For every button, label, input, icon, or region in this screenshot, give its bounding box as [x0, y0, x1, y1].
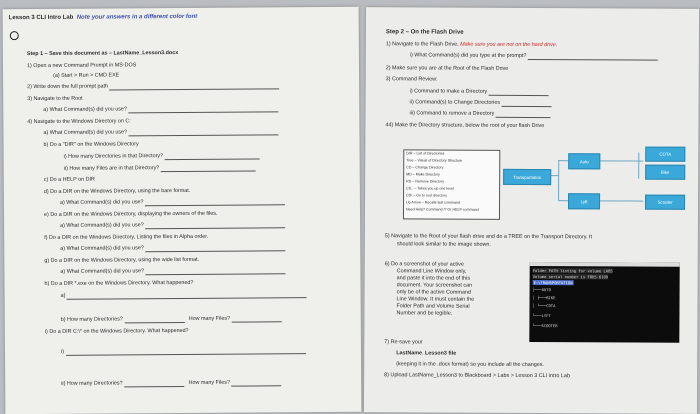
connector-line [598, 200, 643, 201]
auto-folder: Auto [568, 153, 600, 169]
step2-heading: Step 2 – On the Flash Drive [385, 29, 464, 36]
step1-item-1: 1) Open a new Command Prompt in MS-DOS [26, 62, 137, 70]
step2-item-6-line: document. Your screenshot can [396, 282, 473, 289]
step2-item-6-line: and paste it into the end of this [396, 275, 471, 282]
step2-item-7-file: LastName_Lesson3 file [396, 350, 457, 357]
terminal-line: Volume serial number is F8D5-6109 [532, 274, 609, 280]
left-page [3, 7, 362, 414]
step1-item-4f-a: a) What Command(s) did you use? [60, 244, 285, 253]
step2-item-1-i: i) What Command(s) did you type at the prompt? [410, 52, 658, 60]
connector-line [598, 160, 643, 161]
step1-item-4f: f) Do a DIR on the Windows Directory, Listing the files in Alpha order. [44, 233, 209, 241]
step1-item-1a: (a) Start > Run > CMD EXE [53, 72, 120, 79]
right-page [364, 7, 699, 414]
hard-drive-warning: Make sure you are not on the hard drive. [460, 41, 558, 49]
legend-line: Tree – Visual of Directory Structure [406, 158, 463, 163]
step1-item-4g: g) Do a DIR on the Windows Directory, using the wide list format. [44, 256, 200, 264]
transportation-folder: Transportation [503, 169, 551, 185]
terminal-line: Folder PATH listing for volume LABS [532, 268, 613, 274]
directory-structure-diagram [403, 149, 691, 219]
legend-line: MD – Make Directory [406, 172, 440, 177]
legend-line: CD\ – Go to root directory [406, 193, 448, 198]
step1-item-3a: a) What Command(s) did you use? [43, 105, 278, 114]
step1-heading: Step 1 – Save this document as – LastName_Lesson3.docx [26, 50, 179, 58]
step1-item-4d-a: a) What Command(s) did you use? [60, 198, 285, 207]
bike-folder: Bike [645, 165, 685, 180]
step2-item-3-ii: ii) Command(s) to Change Directories [410, 99, 552, 107]
terminal-line: E:\TRANSPORTATION [533, 280, 573, 286]
legend-line: RD – Remove Directory [406, 179, 445, 184]
step1-item-4i-ii: ii) How many Directories? How many Files? [61, 379, 281, 388]
scooter-folder: Scooter [645, 195, 685, 210]
step2-item-2: 2) Make sure you are at the Root of the Flash Drive [385, 65, 509, 72]
connector-line [550, 175, 558, 176]
terminal-line: └───LYFT [532, 313, 551, 319]
step1-item-4h-b: b) How many Directories? How many Files? [61, 315, 282, 324]
step1-item-4h-a: a) [61, 291, 307, 300]
step2-item-6-line: only be of the active Command [396, 289, 471, 296]
step1-item-4a: a) What Command(s) did you use? [43, 128, 278, 137]
step2-item-6-line: Folder Path and Volume Serial [396, 303, 470, 310]
step2-item-4: 44) Make the Directory structure, below the root of your flash Drive [385, 122, 545, 130]
step2-item-7: 7) Re-save your [384, 339, 423, 346]
title-note: Note your answers in a different color font [76, 13, 198, 21]
step2-item-6-line: Line Window. It must contain the [396, 296, 475, 303]
cota-folder: COTA [645, 147, 685, 162]
step2-item-6-line: Command Line Window only, [396, 268, 467, 275]
legend-line: Up Arrow – Recalls last command [406, 200, 460, 205]
legend-line: DIR – List of Directories [406, 151, 445, 156]
document-title: Lesson 3 CLI Intro Lab Note your answers in a different color font [8, 13, 198, 22]
step1-item-4c: c) Do a HELP on DIR [43, 176, 95, 183]
terminal-line: │ ├───BIKE [532, 295, 556, 301]
connector-line [558, 160, 559, 200]
step2-item-1: 1) Navigate to the Flash Drive. Make sure you are not on the hard drive. [385, 41, 558, 49]
legend-line: Need Help? Command /? Or HELP command [405, 207, 479, 212]
step2-item-6: 6) Do a screenshot of your active [384, 261, 464, 268]
step1-item-2: 2) Write down the full prompt path [27, 82, 279, 91]
step1-item-4e: e) Do a DIR on the Windows Directory, displaying the owners of the files. [44, 210, 218, 218]
connector-line [558, 160, 568, 161]
step1-item-4d: d) Do a DIR on the Windows Directory, using the bare format. [43, 187, 191, 195]
connector-line [558, 200, 568, 201]
legend-line: CD.. – Takes you up one level [406, 186, 454, 191]
step2-item-5-cont: should look similar to the image shown. [396, 241, 491, 248]
step1-item-4g-a: a) What Command(s) did you use? [60, 267, 285, 276]
terminal-line: ├───AUTO [532, 287, 551, 293]
step1-item-4b: b) Do a "DIR" on the Windows Directory [43, 141, 139, 148]
connector-line [638, 153, 639, 179]
step1-item-4: 4) Navigate to the Windows Directory on C: [27, 118, 131, 126]
step1-item-4i-i: i) [61, 347, 306, 356]
step1-item-4b-ii: ii) How many Files are in that Directory? [64, 164, 256, 172]
command-legend [403, 149, 500, 220]
step2-item-6-line: Number and be legible. [396, 310, 453, 317]
terminal-line: │ └───COTA [532, 303, 556, 309]
command-line-screenshot [529, 262, 679, 343]
step2-item-7-note: (keeping it in the .docx format) so you include all the changes. [396, 361, 544, 369]
step2-item-8: 8) Upload LastName_Lesson3 to Blackboard > Labs > Lesson 3 CLI Intro Lab [384, 372, 570, 380]
step2-item-3-i: i) Command to make a Directory [410, 88, 549, 96]
step2-item-3-iii: iii) Command to remove a Directory [409, 110, 550, 118]
step1-item-3: 3) Navigate to the Root [27, 95, 83, 103]
step1-item-4h: h) Do a DIR *.exe on the Windows Directory. What happened? [44, 279, 194, 287]
step1-item-4b-i: i) How many Directories in that Directory? [64, 152, 260, 160]
terminal-line: └───SCOOTER [532, 323, 558, 329]
step1-item-4e-a: a) What Command(s) did you use? [60, 221, 285, 230]
circle-mark-icon [10, 31, 19, 40]
step2-item-5: 5) Navigate to the Root of your flash drive and do a TREE on the Transport Directory. It [384, 233, 593, 241]
lyft-folder: Lyft [568, 193, 600, 209]
step2-item-3: 3) Command Review: [385, 76, 438, 83]
legend-line: CD – Change Directory [406, 165, 444, 170]
step1-item-4i: i) Do a DIR C:\* on the Windows Directory. What happened? [44, 327, 189, 335]
